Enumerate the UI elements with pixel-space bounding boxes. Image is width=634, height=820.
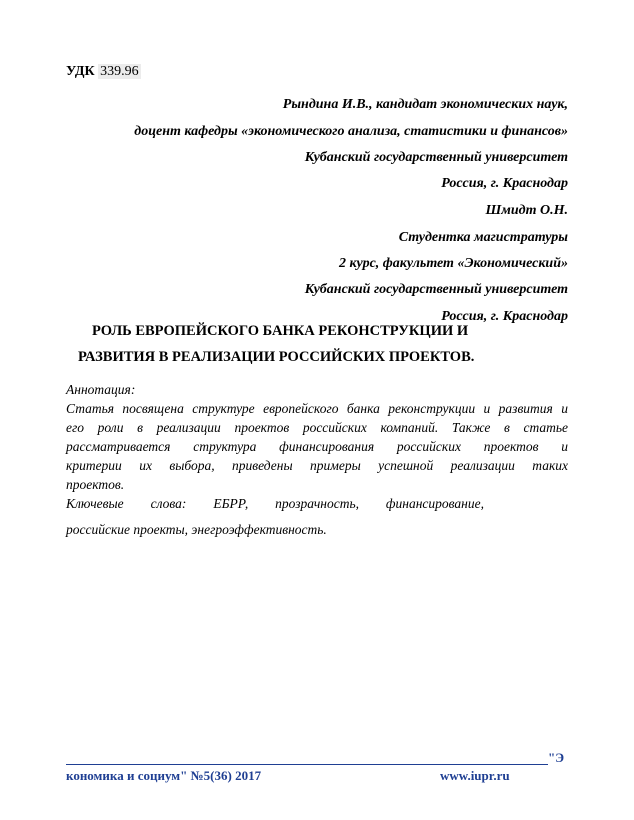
keywords-line: Ключевые слова: ЕБРР, прозрачность, финансирование, — [66, 496, 484, 511]
author-line: Кубанский государственный университет — [304, 150, 568, 165]
annotation-line: рассматривается структура финансирования российских проектов и — [66, 439, 568, 454]
footer-journal: кономика и социум" №5(36) 2017 — [66, 768, 262, 783]
annotation-line: его роли в реализации проектов российских компаний. Также в статье — [66, 420, 568, 435]
author-line: Студентка магистратуры — [398, 230, 568, 245]
annotation-line: проектов. — [66, 477, 125, 492]
annotation-heading: Аннотация: — [66, 382, 136, 397]
footer-site: www.iupr.ru — [440, 768, 510, 783]
author-line: Рындина И.В., кандидат экономических наук, — [282, 97, 568, 112]
author-line: 2 курс, факультет «Экономический» — [338, 256, 568, 271]
annotation-line: критерии их выбора, приведены примеры успешной реализации таких — [66, 458, 568, 473]
udk-label: УДК — [66, 64, 95, 79]
article-title-line: РОЛЬ ЕВРОПЕЙСКОГО БАНКА РЕКОНСТРУКЦИИ И — [92, 323, 469, 339]
author-line: Россия, г. Краснодар — [441, 309, 568, 324]
footer-top-right: "Э — [548, 750, 565, 765]
annotation-line: Статья посвящена структуре европейского банка реконструкции и развития и — [66, 401, 568, 416]
author-line: Кубанский государственный университет — [304, 282, 568, 297]
article-title-line: РАЗВИТИЯ В РЕАЛИЗАЦИИ РОССИЙСКИХ ПРОЕКТОВ. — [78, 349, 475, 365]
author-line: доцент кафедры «экономического анализа, статистики и финансов» — [134, 124, 568, 139]
author-line: Россия, г. Краснодар — [441, 176, 568, 191]
udk-line — [66, 64, 141, 80]
footer-rule — [66, 764, 548, 765]
keywords-continuation: российские проекты, энегроэффективность. — [66, 522, 327, 537]
author-line: Шмидт О.Н. — [485, 203, 568, 218]
udk-code: 339.96 — [100, 64, 139, 79]
